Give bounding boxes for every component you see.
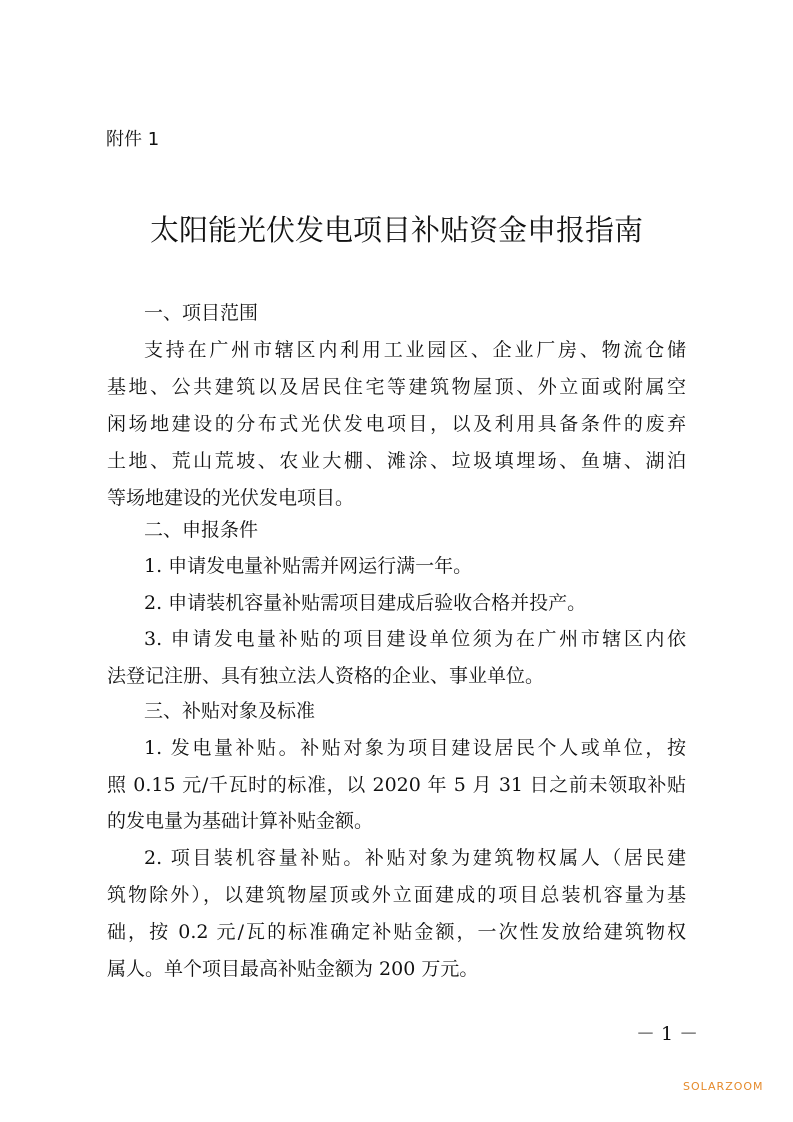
paragraph-line: 2. 申请装机容量补贴需项目建成后验收合格并投产。 [144,592,587,614]
paragraph-line: 法登记注册、具有独立法人资格的企业、事业单位。 [107,665,545,687]
paragraph-line: 土地、荒山荒坡、农业大棚、滩涂、垃圾填埋场、鱼塘、湖泊 [107,450,686,472]
paragraph-line: 照 0.15 元/千瓦时的标准，以 2020 年 5 月 31 日之前未领取补贴 [107,774,686,796]
paragraph-line: 基地、公共建筑以及居民住宅等建筑物屋顶、外立面或附属空 [107,376,686,398]
section-heading-conditions: 二、申报条件 [144,519,259,541]
paragraph-line: 闲场地建设的分布式光伏发电项目，以及利用具备条件的废弃 [107,413,686,435]
paragraph-line: 1. 发电量补贴。补贴对象为项目建设居民个人或单位，按 [144,737,686,759]
paragraph-line: 础，按 0.2 元/瓦的标准确定补贴金额，一次性发放给建筑物权 [107,921,686,943]
paragraph-line: 支持在广州市辖区内利用工业园区、企业厂房、物流仓储 [144,339,686,361]
paragraph-line: 筑物除外），以建筑物屋顶或外立面建成的项目总装机容量为基 [107,884,686,906]
section-heading-subsidy: 三、补贴对象及标准 [144,700,316,722]
watermark-logo: SOLARZOOM [683,1080,764,1093]
paragraph-line: 3. 申请发电量补贴的项目建设单位须为在广州市辖区内依 [144,628,686,650]
attachment-label: 附件 1 [106,129,160,150]
section-heading-scope: 一、项目范围 [144,302,259,324]
paragraph-line: 1. 申请发电量补贴需并网运行满一年。 [144,555,473,577]
document-title: 太阳能光伏发电项目补贴资金申报指南 [149,213,643,247]
paragraph-line: 2. 项目装机容量补贴。补贴对象为建筑物权属人（居民建 [144,847,686,869]
paragraph-line: 属人。单个项目最高补贴金额为 200 万元。 [107,958,479,980]
paragraph-line: 的发电量为基础计算补贴金额。 [107,810,374,832]
paragraph-line: 等场地建设的光伏发电项目。 [107,487,355,509]
page-number: － 1 － [636,1023,699,1045]
